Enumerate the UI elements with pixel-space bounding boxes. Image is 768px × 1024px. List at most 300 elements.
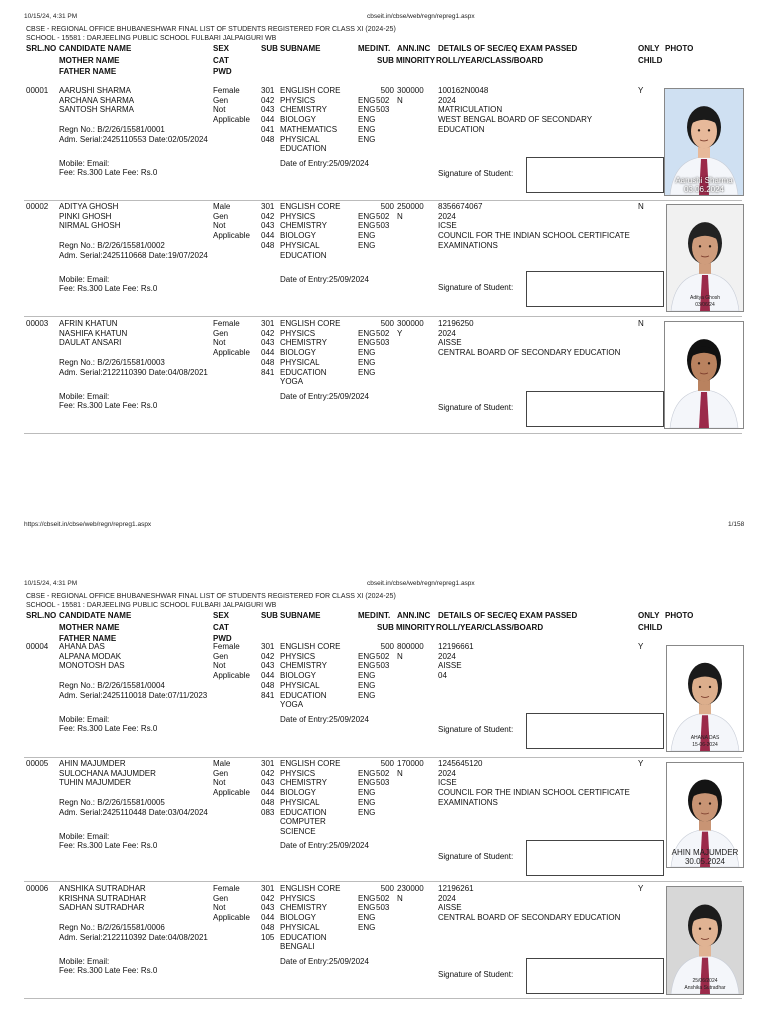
student-photo <box>666 204 744 312</box>
subject-name: PHYSICS <box>280 651 316 661</box>
annual-income: 230000 <box>397 884 424 893</box>
mobile-email: Mobile: Email: <box>59 956 110 966</box>
father-name: TUHIN MAJUMDER <box>59 778 131 788</box>
mobile-email: Mobile: Email: <box>59 391 110 401</box>
col-candidate-header: CANDIDATE NAME <box>59 611 132 620</box>
subject-medium: ENG <box>358 115 376 125</box>
pwd-value: Applicable <box>213 231 250 241</box>
subject-medium: ENG <box>358 778 376 788</box>
exam-detail: 1245645120 <box>438 759 483 768</box>
signature-label: Signature of Student: <box>438 725 514 734</box>
date-of-entry: Date of Entry:25/09/2024 <box>280 274 369 284</box>
admission-serial: Adm. Serial:2122110390 Date:04/08/2021 <box>59 367 208 377</box>
subject-code: 044 <box>261 671 275 681</box>
subject-code: 048 <box>261 357 275 367</box>
subject-name: PHYSICS <box>280 328 316 338</box>
subject-name: CHEMISTRY <box>280 903 327 913</box>
minority-flag: Y <box>397 328 403 338</box>
mother-name: NASHIFA KHATUN <box>59 328 128 338</box>
photo-caption-date: 03.06.2024 <box>683 185 725 194</box>
col-sex-header: PWD <box>213 67 232 76</box>
student-portrait-image <box>665 322 743 428</box>
pwd-value: Applicable <box>213 671 250 681</box>
photo-caption-date: Anshika Sutradhar <box>684 985 726 991</box>
col-candidate-header: FATHER NAME <box>59 634 117 643</box>
photo-caption: Aarushi Sharma <box>675 176 733 185</box>
minority-flag: N <box>397 651 403 661</box>
fee-line: Fee: Rs.300 Late Fee: Rs.0 <box>59 841 158 851</box>
subject-medium: ENG <box>358 124 376 134</box>
candidate-name: ADITYA GHOSH <box>59 202 119 211</box>
exam-detail: 2024 <box>438 328 456 338</box>
exam-detail: ICSE <box>438 221 457 231</box>
subject-code: 044 <box>261 348 275 358</box>
pwd-value: Not <box>213 105 226 115</box>
subject-code: 044 <box>261 788 275 798</box>
pwd-value: Not <box>213 778 226 788</box>
subject-medium: ENG <box>358 671 376 681</box>
sex-value: Male <box>213 759 231 768</box>
exam-detail: 8356674067 <box>438 202 483 211</box>
minority-flag: N <box>397 211 403 221</box>
subject-code: 048 <box>261 922 275 932</box>
col-subname-header: SUBNAME <box>280 611 321 620</box>
signature-label: Signature of Student: <box>438 403 514 412</box>
internal-subject: 503 <box>376 221 390 231</box>
exam-detail: 100162N0048 <box>438 86 489 95</box>
col-med-header: MED <box>358 611 376 620</box>
admission-serial: Adm. Serial:2425110553 Date:02/05/2024 <box>59 134 208 144</box>
exam-detail: 2024 <box>438 893 456 903</box>
subject-name: BENGALI <box>280 942 315 952</box>
internal-subject: 500 <box>380 319 394 328</box>
internal-subject: 503 <box>376 903 390 913</box>
mother-name: ALPANA MODAK <box>59 651 122 661</box>
subject-name: EDUCATION <box>280 807 327 817</box>
admission-serial: Adm. Serial:2425110448 Date:03/04/2024 <box>59 807 208 817</box>
subject-code: 044 <box>261 231 275 241</box>
fee-line: Fee: Rs.300 Late Fee: Rs.0 <box>59 401 158 411</box>
subject-code: 042 <box>261 893 275 903</box>
subject-code: 048 <box>261 680 275 690</box>
student-photo <box>664 88 744 196</box>
internal-subject: 502 <box>376 893 390 903</box>
subject-code: 841 <box>261 690 275 700</box>
candidate-name: AHIN MAJUMDER <box>59 759 126 768</box>
subject-name: PHYSICS <box>280 211 316 221</box>
subject-medium: ENG <box>358 797 376 807</box>
internal-subject: 502 <box>376 651 390 661</box>
annual-income: 300000 <box>397 86 424 95</box>
subject-name: BIOLOGY <box>280 231 317 241</box>
admission-serial: Adm. Serial:2425110018 Date:07/11/2023 <box>59 690 208 700</box>
registration-number: Regn No.: B/2/26/15581/0001 <box>59 125 165 134</box>
col-sex-header: SEX <box>213 44 230 53</box>
admission-serial: Adm. Serial:2122110392 Date:04/08/2021 <box>59 932 208 942</box>
father-name: NIRMAL GHOSH <box>59 221 121 231</box>
subject-medium: ENG <box>358 768 376 778</box>
subject-name: ENGLISH CORE <box>280 319 341 328</box>
subject-name: MATHEMATICS <box>280 124 338 134</box>
subject-name: ENGLISH CORE <box>280 86 341 95</box>
mother-name: KRISHNA SUTRADHAR <box>59 893 147 903</box>
registration-number: Regn No.: B/2/26/15581/0005 <box>59 798 165 807</box>
category-value: Gen <box>213 95 229 105</box>
subject-medium: ENG <box>358 661 376 671</box>
date-of-entry: Date of Entry:25/09/2024 <box>280 158 369 168</box>
father-name: MONOTOSH DAS <box>59 661 125 671</box>
pwd-value: Not <box>213 661 226 671</box>
page-counter: 1/158 <box>728 521 745 528</box>
internal-subject: 503 <box>376 105 390 115</box>
exam-detail: EXAMINATIONS <box>438 797 498 807</box>
col-sub-header: SUB <box>261 44 278 53</box>
exam-detail: EDUCATION <box>438 124 485 134</box>
photo-caption: Aditya Ghosh <box>689 295 721 301</box>
exam-detail: CENTRAL BOARD OF SECONDARY EDUCATION <box>438 348 621 358</box>
signature-box <box>526 958 664 994</box>
exam-detail: AISSE <box>438 338 462 348</box>
internal-subject: 502 <box>376 328 390 338</box>
internal-subject: 502 <box>376 95 390 105</box>
subject-medium: ENG <box>358 105 376 115</box>
page-footer-url: https://cbseit.in/cbse/web/regn/repreg1.aspx <box>24 521 152 528</box>
subject-medium: ENG <box>358 348 376 358</box>
subject-code: 301 <box>261 642 275 651</box>
col-only-header: ONLY <box>638 44 660 53</box>
subject-name: CHEMISTRY <box>280 661 327 671</box>
pwd-value: Applicable <box>213 348 250 358</box>
sex-value: Female <box>213 642 240 651</box>
date-of-entry: Date of Entry:25/09/2024 <box>280 714 369 724</box>
report-title: CBSE - REGIONAL OFFICE BHUBANESHWAR FINAL LIST OF STUDENTS REGISTERED FOR CLASS XI (2024-25) <box>26 593 396 600</box>
subject-medium: ENG <box>358 680 376 690</box>
subject-name: EDUCATION <box>280 250 327 260</box>
subject-medium: ENG <box>358 231 376 241</box>
col-sex-header: CAT <box>213 55 229 65</box>
col-details-header: ROLL/YEAR/CLASS/BOARD <box>436 55 544 65</box>
subject-medium: ENG <box>358 367 376 377</box>
col-minority-header: MINORITY <box>396 622 436 632</box>
page-header-url: cbseit.in/cbse/web/regn/repreg1.aspx <box>367 580 475 587</box>
student-photo <box>666 886 744 995</box>
exam-detail: AISSE <box>438 661 462 671</box>
col-details-header: ROLL/YEAR/CLASS/BOARD <box>436 622 544 632</box>
subject-name: PHYSICAL <box>280 357 320 367</box>
subject-name: CHEMISTRY <box>280 338 327 348</box>
col-int-header: INT. <box>376 611 391 620</box>
subject-code: 043 <box>261 661 275 671</box>
exam-detail: 2024 <box>438 95 456 105</box>
photo-caption: AHANA DAS <box>690 735 720 741</box>
photo-caption-date: 15-06-2024 <box>692 742 718 748</box>
exam-detail: ICSE <box>438 778 457 788</box>
signature-box <box>526 840 664 876</box>
category-value: Gen <box>213 768 229 778</box>
signature-box <box>526 157 664 193</box>
serial-number: 00002 <box>26 202 49 211</box>
date-of-entry: Date of Entry:25/09/2024 <box>280 840 369 850</box>
mobile-email: Mobile: Email: <box>59 274 110 284</box>
pwd-value: Applicable <box>213 115 250 125</box>
col-sex-header: CAT <box>213 622 229 632</box>
minority-flag: N <box>397 95 403 105</box>
only-child-flag: Y <box>638 884 644 893</box>
col-candidate-header: MOTHER NAME <box>59 622 120 632</box>
exam-detail: MATRICULATION <box>438 105 503 115</box>
mother-name: SULOCHANA MAJUMDER <box>59 768 156 778</box>
internal-subject: 502 <box>376 768 390 778</box>
subject-name: EDUCATION <box>280 367 327 377</box>
exam-detail: AISSE <box>438 903 462 913</box>
col-int-header: INT. <box>376 44 391 53</box>
signature-box <box>526 271 664 307</box>
registration-number: Regn No.: B/2/26/15581/0006 <box>59 923 165 932</box>
page-header-datetime: 10/15/24, 4:31 PM <box>24 13 78 20</box>
category-value: Gen <box>213 211 229 221</box>
registration-number: Regn No.: B/2/26/15581/0002 <box>59 241 165 250</box>
subject-name: PHYSICS <box>280 768 316 778</box>
col-candidate-header: MOTHER NAME <box>59 55 120 65</box>
internal-subject: 500 <box>380 759 394 768</box>
pwd-value: Applicable <box>213 913 250 923</box>
registration-number: Regn No.: B/2/26/15581/0003 <box>59 358 165 367</box>
subject-name: BIOLOGY <box>280 115 317 125</box>
registration-number: Regn No.: B/2/26/15581/0004 <box>59 681 165 690</box>
col-candidate-header: CANDIDATE NAME <box>59 44 132 53</box>
subject-code: 043 <box>261 903 275 913</box>
col-subname-header: SUBNAME <box>280 44 321 53</box>
subject-code: 301 <box>261 319 275 328</box>
subject-medium: ENG <box>358 357 376 367</box>
subject-code: 044 <box>261 913 275 923</box>
subject-code: 042 <box>261 211 275 221</box>
date-of-entry: Date of Entry:25/09/2024 <box>280 391 369 401</box>
photo-caption: 25/06/2024 <box>692 978 718 984</box>
page-header-url: cbseit.in/cbse/web/regn/repreg1.aspx <box>367 13 475 20</box>
subject-medium: ENG <box>358 903 376 913</box>
father-name: DAULAT ANSARI <box>59 338 122 348</box>
col-srl-header: SRL.NO <box>26 44 57 53</box>
serial-number: 00004 <box>26 642 49 651</box>
serial-number: 00005 <box>26 759 49 768</box>
pwd-value: Not <box>213 338 226 348</box>
record-divider <box>24 200 742 201</box>
only-child-flag: Y <box>638 642 644 651</box>
exam-detail: 2024 <box>438 651 456 661</box>
subject-name: ENGLISH CORE <box>280 884 341 893</box>
category-value: Gen <box>213 651 229 661</box>
subject-medium: ENG <box>358 690 376 700</box>
subject-medium: ENG <box>358 913 376 923</box>
col-anninc-header: ANN.INC <box>397 44 431 53</box>
only-child-flag: Y <box>638 759 644 768</box>
col-photo-header: PHOTO <box>665 611 694 620</box>
subject-name: PHYSICS <box>280 95 316 105</box>
page-header-datetime: 10/15/24, 4:31 PM <box>24 580 78 587</box>
col-child-header: CHILD <box>638 622 663 632</box>
col-int-header: SUB <box>377 55 394 65</box>
sex-value: Female <box>213 884 240 893</box>
subject-code: 048 <box>261 797 275 807</box>
subject-code: 301 <box>261 86 275 95</box>
col-sex-header: SEX <box>213 611 230 620</box>
subject-medium: ENG <box>358 651 376 661</box>
internal-subject: 502 <box>376 211 390 221</box>
col-minority-header: MINORITY <box>396 55 436 65</box>
serial-number: 00006 <box>26 884 49 893</box>
signature-label: Signature of Student: <box>438 283 514 292</box>
mother-name: PINKI GHOSH <box>59 211 112 221</box>
subject-name: CHEMISTRY <box>280 105 327 115</box>
col-sub-header: SUB <box>261 611 278 620</box>
subject-code: 043 <box>261 778 275 788</box>
serial-number: 00001 <box>26 86 49 95</box>
subject-code: 301 <box>261 202 275 211</box>
school-line: SCHOOL - 15581 : DARJEELING PUBLIC SCHOOL FULBARI JALPAIGURI WB <box>26 602 277 609</box>
exam-detail: 12196261 <box>438 884 474 893</box>
subject-code: 042 <box>261 651 275 661</box>
subject-medium: ENG <box>358 240 376 250</box>
candidate-name: AARUSHI SHARMA <box>59 86 132 95</box>
col-only-header: ONLY <box>638 611 660 620</box>
signature-box <box>526 713 664 749</box>
exam-detail: CENTRAL BOARD OF SECONDARY EDUCATION <box>438 913 621 923</box>
signature-label: Signature of Student: <box>438 169 514 178</box>
father-name: SANTOSH SHARMA <box>59 105 134 115</box>
subject-code: 043 <box>261 105 275 115</box>
exam-detail: 2024 <box>438 768 456 778</box>
only-child-flag: N <box>638 319 644 328</box>
record-divider <box>24 433 742 434</box>
subject-code: 105 <box>261 932 275 942</box>
subject-code: 048 <box>261 134 275 144</box>
record-divider <box>24 757 742 758</box>
fee-line: Fee: Rs.300 Late Fee: Rs.0 <box>59 284 158 294</box>
col-details-header: DETAILS OF SEC/EQ EXAM PASSED <box>438 44 578 53</box>
pwd-value: Not <box>213 221 226 231</box>
sex-value: Female <box>213 319 240 328</box>
exam-detail: COUNCIL FOR THE INDIAN SCHOOL CERTIFICATE <box>438 788 630 798</box>
subject-code: 043 <box>261 221 275 231</box>
internal-subject: 500 <box>380 202 394 211</box>
signature-label: Signature of Student: <box>438 970 514 979</box>
internal-subject: 503 <box>376 778 390 788</box>
subject-name: EDUCATION <box>280 690 327 700</box>
sex-value: Female <box>213 86 240 95</box>
internal-subject: 500 <box>380 642 394 651</box>
subject-name: ENGLISH CORE <box>280 202 341 211</box>
subject-medium: ENG <box>358 328 376 338</box>
internal-subject: 500 <box>380 86 394 95</box>
exam-detail: 04 <box>438 671 447 681</box>
col-srl-header: SRL.NO <box>26 611 57 620</box>
internal-subject: 500 <box>380 884 394 893</box>
mobile-email: Mobile: Email: <box>59 831 110 841</box>
col-anninc-header: ANN.INC <box>397 611 431 620</box>
subject-medium: ENG <box>358 134 376 144</box>
exam-detail: 12196250 <box>438 319 474 328</box>
subject-code: 301 <box>261 884 275 893</box>
signature-label: Signature of Student: <box>438 852 514 861</box>
internal-subject: 503 <box>376 661 390 671</box>
annual-income: 250000 <box>397 202 424 211</box>
fee-line: Fee: Rs.300 Late Fee: Rs.0 <box>59 168 158 178</box>
category-value: Gen <box>213 328 229 338</box>
subject-medium: ENG <box>358 221 376 231</box>
internal-subject: 503 <box>376 338 390 348</box>
subject-code: 044 <box>261 115 275 125</box>
annual-income: 170000 <box>397 759 424 768</box>
record-divider <box>24 881 742 882</box>
col-child-header: CHILD <box>638 55 663 65</box>
subject-medium: ENG <box>358 338 376 348</box>
col-sex-header: PWD <box>213 634 232 643</box>
subject-medium: ENG <box>358 807 376 817</box>
mobile-email: Mobile: Email: <box>59 158 110 168</box>
student-photo <box>666 762 744 868</box>
photo-caption-date: 30.05.2024 <box>684 857 726 866</box>
only-child-flag: N <box>638 202 644 211</box>
pwd-value: Not <box>213 903 226 913</box>
subject-medium: ENG <box>358 788 376 798</box>
record-divider <box>24 316 742 317</box>
exam-detail: COUNCIL FOR THE INDIAN SCHOOL CERTIFICATE <box>438 231 630 241</box>
subject-code: 043 <box>261 338 275 348</box>
subject-name: YOGA <box>280 377 304 387</box>
subject-code: 083 <box>261 807 275 817</box>
photo-caption: AHIN MAJUMDER <box>671 848 739 857</box>
col-candidate-header: FATHER NAME <box>59 67 117 76</box>
student-photo <box>666 645 744 752</box>
mother-name: ARCHANA SHARMA <box>59 95 135 105</box>
subject-name: CHEMISTRY <box>280 778 327 788</box>
subject-name: BIOLOGY <box>280 788 317 798</box>
subject-name: EDUCATION <box>280 144 327 154</box>
subject-code: 841 <box>261 367 275 377</box>
col-details-header: DETAILS OF SEC/EQ EXAM PASSED <box>438 611 578 620</box>
subject-medium: ENG <box>358 893 376 903</box>
exam-detail: 12196661 <box>438 642 474 651</box>
fee-line: Fee: Rs.300 Late Fee: Rs.0 <box>59 724 158 734</box>
subject-code: 301 <box>261 759 275 768</box>
serial-number: 00003 <box>26 319 49 328</box>
subject-name: PHYSICAL <box>280 240 320 250</box>
student-photo <box>664 321 744 429</box>
subject-name: PHYSICAL <box>280 134 320 144</box>
subject-name: BIOLOGY <box>280 913 317 923</box>
school-line: SCHOOL - 15581 : DARJEELING PUBLIC SCHOOL FULBARI JALPAIGURI WB <box>26 35 277 42</box>
father-name: SADHAN SUTRADHAR <box>59 903 145 913</box>
col-photo-header: PHOTO <box>665 44 694 53</box>
minority-flag: N <box>397 893 403 903</box>
candidate-name: AFRIN KHATUN <box>59 319 118 328</box>
signature-box <box>526 391 664 427</box>
annual-income: 300000 <box>397 319 424 328</box>
subject-name: COMPUTER <box>280 817 326 827</box>
subject-code: 048 <box>261 240 275 250</box>
subject-name: PHYSICAL <box>280 680 320 690</box>
subject-name: PHYSICAL <box>280 797 320 807</box>
subject-name: BIOLOGY <box>280 671 317 681</box>
subject-code: 042 <box>261 768 275 778</box>
photo-caption-date: 03/06/24 <box>695 302 715 308</box>
exam-detail: WEST BENGAL BOARD OF SECONDARY <box>438 115 593 125</box>
subject-name: BIOLOGY <box>280 348 317 358</box>
exam-detail: EXAMINATIONS <box>438 240 498 250</box>
report-title: CBSE - REGIONAL OFFICE BHUBANESHWAR FINAL LIST OF STUDENTS REGISTERED FOR CLASS XI (2024-25) <box>26 26 396 33</box>
subject-medium: ENG <box>358 922 376 932</box>
